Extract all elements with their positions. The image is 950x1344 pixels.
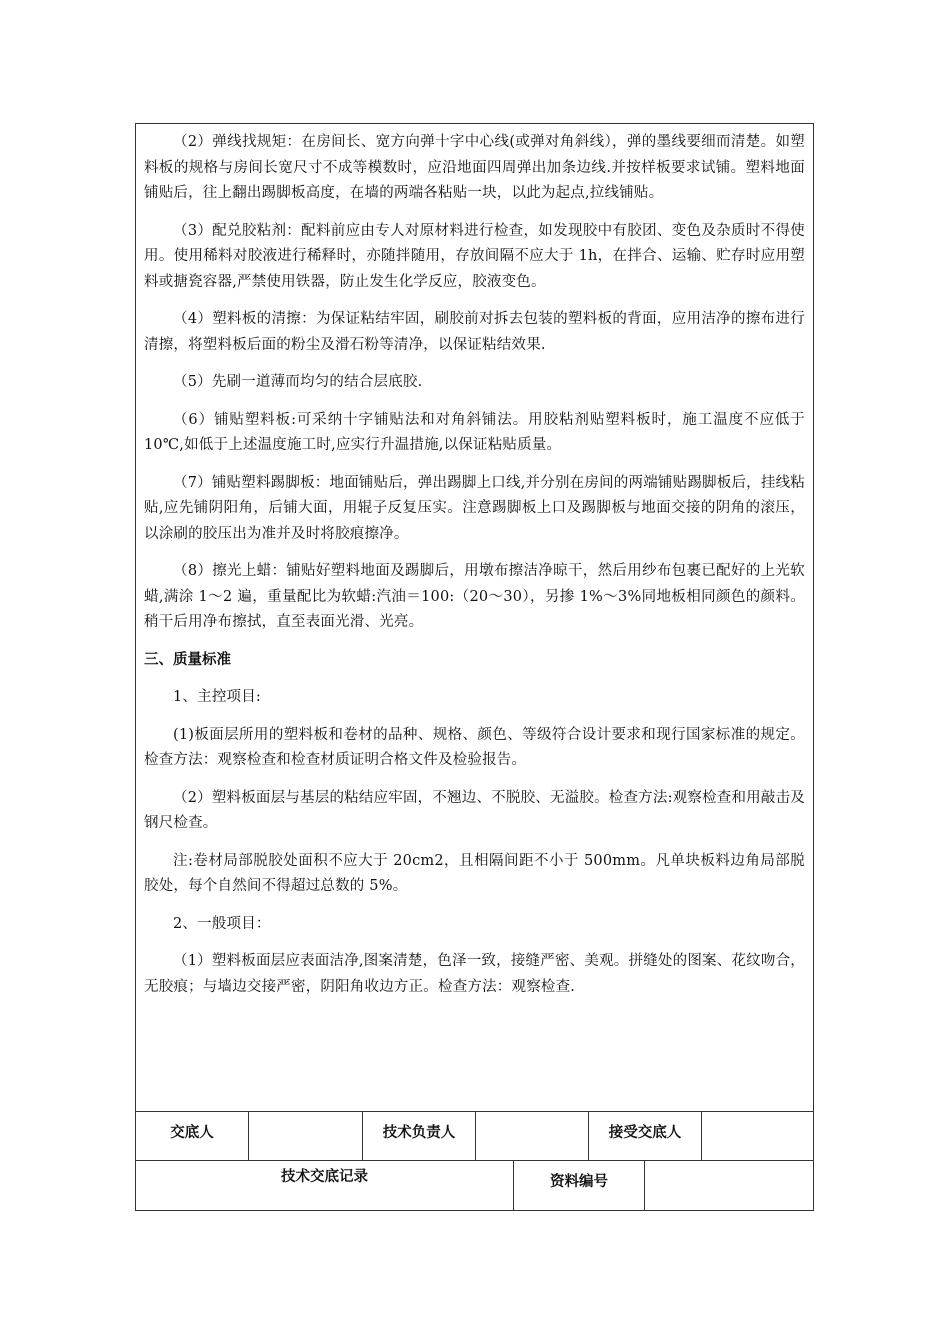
receiver-value-cell[interactable]	[702, 1112, 813, 1160]
main-item-1: (1)板面层所用的塑料板和卷材的品种、规格、颜色、等级符合设计要求和现行国家标准的规定。检查方法：观察检查和检查材质证明合格文件及检验报告。	[144, 726, 805, 768]
paragraph-step-5: （5）先刷一道薄而均匀的结合层底胶.	[173, 374, 423, 390]
discloser-label-cell	[136, 1112, 249, 1160]
general-items-title: 2、一般项目：	[173, 915, 271, 932]
main-item-note: 注:卷材局部脱胶处面积不应大于 20cm2，且相隔间距不小于 500mm。凡单块板料边角局部脱胶处，每个自然间不得超过总数的 5%。	[144, 852, 805, 894]
doc-no-value-cell[interactable]	[645, 1160, 813, 1210]
paragraph-step-2: （2）弹线找规矩：在房间长、宽方向弹十字中心线(或弹对角斜线），弹的墨线要细而清楚。如塑料板的规格与房间长宽尺寸不成等模数时，应沿地面四周弹出加条边线.并按样板要求试铺。塑料地面铺贴后，往上翻出踢脚板高度，在墙的两端各粘贴一块，以此为起点,拉线铺贴。	[144, 134, 805, 201]
paragraph-step-3: （3）配兑胶粘剂：配料前应由专人对原材料进行检查，如发现胶中有胶团、变色及杂质时不得使用。使用稀料对胶液进行稀释时，亦随拌随用，存放间隔不应大于 1h，在拌合、运输、贮存时应用塑料或搪瓷容器,严禁使用铁器，防止发生化学反应，胶液变色。	[144, 222, 805, 290]
section-heading-quality: 三、质量标准	[144, 651, 231, 668]
paragraph-step-8: （8）擦光上蜡：铺贴好塑料地面及踢脚后，用墩布擦洁净晾干，然后用纱布包裹已配好的上光软蜡,满涂 1～2 遍，重量配比为软蜡:汽油＝100:（20～30），另掺 1%～3%同地板相同颜色的颜料。稍干后用净布擦拭，直至表面光滑、光亮。	[144, 563, 805, 630]
doc-no-label-cell	[514, 1160, 645, 1210]
record-row	[136, 1160, 813, 1210]
signature-row	[136, 1112, 813, 1161]
main-items-title: 1、主控项目:	[173, 689, 262, 705]
main-item-2: （2）塑料板面层与基层的粘结应牢固，不翘边、不脱胶、无溢胶。检查方法:观察检查和用敲击及钢尺检查。	[144, 789, 805, 831]
discloser-value-cell[interactable]	[249, 1112, 363, 1160]
tech-lead-label: 技术负责人	[382, 1125, 456, 1141]
content-area	[136, 124, 813, 1112]
receiver-label: 接受交底人	[608, 1125, 682, 1141]
record-label-cell	[136, 1160, 514, 1210]
receiver-label-cell	[589, 1112, 702, 1160]
doc-no-label: 资料编号	[550, 1174, 608, 1190]
tech-lead-label-cell	[363, 1112, 476, 1160]
tech-lead-value-cell[interactable]	[476, 1112, 589, 1160]
paragraph-step-6: （6）铺贴塑料板:可采纳十字铺贴法和对角斜铺法。用胶粘剂贴塑料板时，施工温度不应低于 10℃,如低于上述温度施工时,应实行升温措施,以保证粘贴质量。	[144, 411, 805, 453]
paragraph-step-7: （7）铺贴塑料踢脚板：地面铺贴后，弹出踢脚上口线,并分别在房间的两端铺贴踢脚板后，挂线粘贴,应先铺阴阳角，后铺大面，用辊子反复压实。注意踢脚板上口及踢脚板与地面交接的阴角的滚压，以涂刷的胶压出为准并及时将胶痕擦净。	[144, 474, 805, 542]
general-item-1: （1）塑料板面层应表面洁净,图案清楚，色泽一致，接缝严密、美观。拼缝处的图案、花纹吻合，无胶痕；与墙边交接严密，阴阳角收边方正。检查方法：观察检查.	[144, 953, 805, 995]
record-label: 技术交底记录	[281, 1169, 368, 1185]
document-frame	[135, 123, 814, 1211]
discloser-label: 交底人	[170, 1125, 214, 1141]
paragraph-step-4: （4）塑料板的清擦：为保证粘结牢固，刷胶前对拆去包装的塑料板的背面，应用洁净的擦布进行清擦，将塑料板后面的粉尘及滑石粉等清净，以保证粘结效果.	[144, 311, 805, 353]
